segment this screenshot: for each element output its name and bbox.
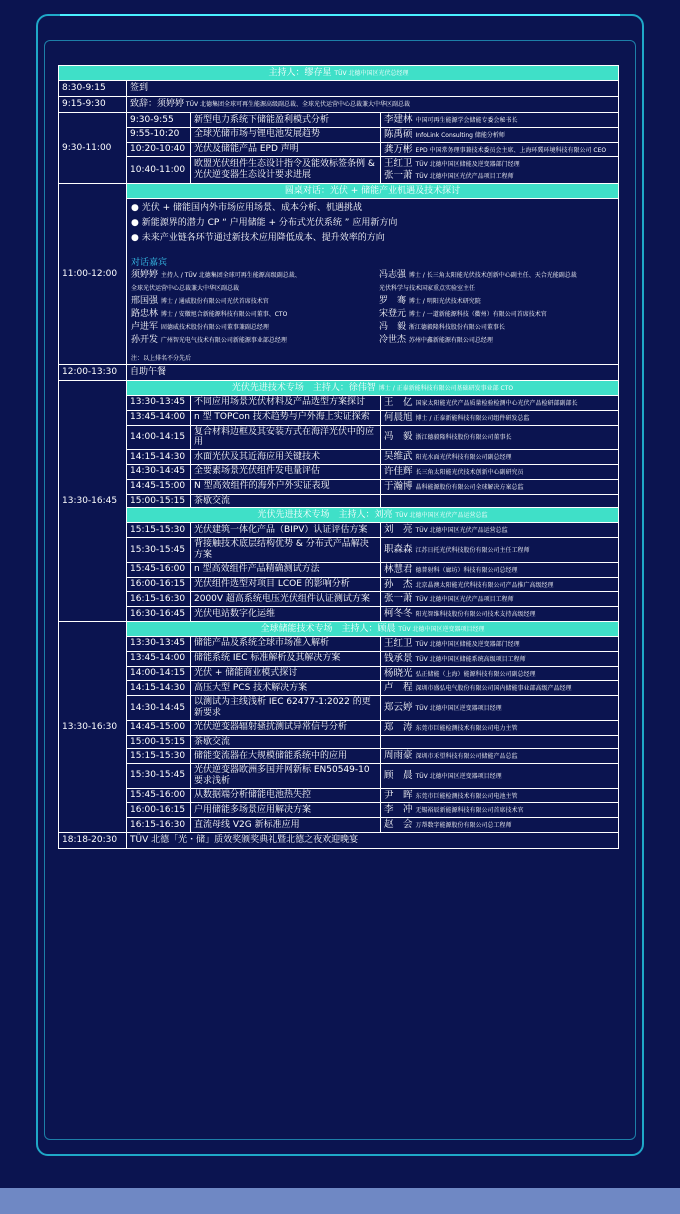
row-text-main: TÜV 北德「光・储」质效奖颁奖典礼暨北德之夜欢迎晚宴 [130, 835, 359, 846]
item-topic: 欧盟光伏组件生态设计指令及能效标签条例 & 光伏逆变器生态设计要求进展 [191, 157, 381, 184]
guest-desc: 博士 / 通威股份有限公司光伏首席技术官 [160, 297, 269, 305]
bullet-item: ● 光伏 + 储能国内外市场应用场景、成本分析、机遇挑战 [131, 202, 362, 213]
guest-desc: 博士 / 一道新能源科技（衢州）有限公司首席技术官 [408, 310, 547, 318]
item-topic: 背接触技术底层结构优势 & 分布式产品解决方案 [191, 538, 381, 563]
time-cell: 13:30-16:30 [59, 621, 127, 832]
item-topic: 储能产品及系统全球市场准入解析 [191, 636, 381, 651]
speaker-name: 冯 毅 [384, 431, 416, 443]
table-row [59, 833, 619, 849]
row-text [127, 364, 619, 380]
item-topic: 光伏电站数字化运维 [191, 607, 381, 622]
speaker-name: 郑云婷 [384, 702, 416, 713]
guest-row [131, 334, 614, 347]
guest-desc: 博士 / 明阳光伏技术研究院 [408, 297, 481, 305]
speaker-title: TÜV 北德中国区储能及逆变器部门经理 [415, 161, 520, 169]
frame-top-accent [60, 14, 620, 16]
item-time: 16:15-16:30 [127, 818, 191, 833]
guest-name: 罗 骞 [379, 295, 409, 306]
row-text [127, 833, 619, 849]
guest-name: 宋登元 [379, 308, 409, 319]
guest-row [131, 269, 614, 282]
item-topic: n 型 TOPCon 技术趋势与户外海上实证探索 [191, 410, 381, 425]
host-label: 主持人： [312, 382, 349, 393]
table-row [59, 142, 619, 157]
guest-desc: 全球光伏运营中心总裁兼大中华区副总裁 [131, 284, 240, 292]
item-speaker [381, 666, 619, 681]
speaker-title: TÜV 北德中国区光伏产品项目工程师 [415, 173, 514, 181]
item-speaker [381, 450, 619, 465]
time-cell: 9:30-11:00 [59, 113, 127, 184]
speaker-name: 孙 杰 [384, 578, 416, 590]
table-row [59, 749, 619, 764]
speaker-name: 杨晓光 [384, 667, 416, 679]
item-time: 15:15-15:30 [127, 523, 191, 538]
speaker-title: 东莞市巨能检测技术有限公司电池主管 [415, 792, 518, 800]
item-time: 10:40-11:00 [127, 157, 191, 184]
time-cell: 11:00-12:00 [59, 183, 127, 364]
item-speaker [381, 523, 619, 538]
table-row [59, 113, 619, 128]
table-row [59, 818, 619, 833]
item-topic: 不同应用场景光伏材料及产品选型方案探讨 [191, 395, 381, 410]
item-topic: n 型高效组件产品精确测试方法 [191, 562, 381, 577]
table-row [59, 666, 619, 681]
guest-name: 冯志强 [379, 269, 409, 280]
guest-desc: 浙江德毅隆科技股份有限公司董事长 [408, 323, 505, 331]
item-speaker [381, 464, 619, 479]
item-time: 15:30-15:45 [127, 764, 191, 789]
speaker-title: TÜV 北德中国区储能及逆变器部门经理 [415, 640, 520, 648]
speaker-name: 张一萧 [384, 593, 416, 605]
table-row [59, 577, 619, 592]
speaker-name: 何晨旭 [384, 411, 416, 423]
time-cell: 9:15-9:30 [59, 97, 127, 113]
bullet-item: ● 未来产业链各环节通过新技术应用降低成本、提升效率的方向 [131, 232, 385, 243]
table-row [59, 464, 619, 479]
item-speaker [381, 538, 619, 563]
speaker-name: 王红卫 [384, 637, 416, 649]
guest-right [379, 295, 481, 308]
table-row [59, 425, 619, 450]
row-note: TÜV 北德集团全球可再生能源高级副总裁、全球光伏运营中心总裁兼大中华区副总裁 [184, 101, 410, 109]
item-speaker [381, 410, 619, 425]
speaker-name: 许佳辉 [384, 465, 416, 477]
item-topic: 光伏 + 储能商业模式探讨 [191, 666, 381, 681]
table-row [59, 97, 619, 113]
item-topic: 直流母线 V2G 新标准应用 [191, 818, 381, 833]
item-topic: 储能变流器在大规模储能系统中的应用 [191, 749, 381, 764]
guest-left [131, 334, 379, 347]
host-note: TÜV 北德中国区光伏产品运营总监 [395, 511, 488, 519]
speaker-title: 长三角太阳能光伏技术创新中心副研究员 [415, 468, 524, 476]
speaker-name: 龚万彬 [384, 143, 416, 155]
speaker-name: 张一萧 [384, 170, 416, 182]
table-row [59, 788, 619, 803]
speaker-title: TÜV 北德中国区逆变器项目经理 [415, 705, 502, 712]
speaker-name: 林慧君 [384, 563, 416, 575]
row-text [127, 81, 619, 97]
item-speaker [381, 395, 619, 410]
table-row [59, 157, 619, 184]
table-row [59, 592, 619, 607]
speaker-title: 阳光智维科技股份有限公司技术支持高级经理 [415, 611, 536, 619]
host-label: 主持人： [268, 67, 305, 78]
guest-name: 卢进军 [131, 321, 161, 332]
guest-left [131, 269, 379, 282]
time-cell: 12:00-13:30 [59, 364, 127, 380]
guest-desc: 苏州中鑫新能源有限公司总经理 [408, 336, 493, 344]
speaker-title: 博士 / 正泰新能科技有限公司组件研发总监 [415, 414, 530, 422]
item-topic: 茶歇交流 [191, 735, 381, 749]
speaker-title: TÜV 北德中国区光伏产品项目工程师 [415, 596, 514, 604]
row-text-main: 自助午餐 [130, 367, 167, 378]
guest-row [131, 282, 614, 295]
speaker-name: 王红卫 [384, 158, 416, 170]
host-label: 主持人： [341, 623, 378, 634]
table-row [59, 562, 619, 577]
table-row [59, 803, 619, 818]
item-topic: 新型电力系统下储能盈利模式分析 [191, 113, 381, 128]
item-speaker [381, 651, 619, 666]
host-note: TÜV 北德中国区逆变器项目经理 [398, 625, 485, 633]
session-header-row [59, 621, 619, 636]
guest-right [379, 269, 577, 282]
guest-name: 须婷婷 [131, 269, 161, 280]
speaker-name: 职森森 [384, 544, 416, 556]
time-cell: 13:30-16:45 [59, 380, 127, 621]
speaker-title: EPD 中国常务理事兼技术委员会主席、上海环冀环境科技有限公司 CEO [415, 146, 607, 154]
row-text-main: 签到 [130, 83, 149, 94]
panel-body-row [59, 198, 619, 364]
table-row [59, 696, 619, 721]
item-speaker [381, 607, 619, 622]
speaker-name: 李 冲 [384, 804, 416, 816]
speaker-title: 弘正储能（上海）能源科技有限公司副总经理 [415, 670, 536, 678]
session-header-row [59, 380, 619, 395]
item-speaker [381, 479, 619, 494]
panel-body [127, 198, 619, 364]
speaker-title: 东莞市巨能检测技术有限公司电力主管 [415, 724, 518, 732]
item-time: 15:45-16:00 [127, 562, 191, 577]
item-time: 14:45-15:00 [127, 479, 191, 494]
guest-left [131, 308, 379, 321]
item-speaker [381, 636, 619, 651]
item-topic: 高压大型 PCS 技术解决方案 [191, 681, 381, 696]
item-speaker [381, 562, 619, 577]
item-speaker [381, 577, 619, 592]
speaker-name: 卢 程 [384, 682, 416, 694]
session-header-row [59, 508, 619, 523]
item-time: 14:00-14:15 [127, 425, 191, 450]
item-topic: 2000V 超高系统电压光伏组件认证测试方案 [191, 592, 381, 607]
table-row [59, 735, 619, 749]
item-speaker [381, 425, 619, 450]
time-cell: 8:30-9:15 [59, 81, 127, 97]
guest-name: 孙开发 [131, 334, 161, 345]
item-time: 10:20-10:40 [127, 142, 191, 157]
item-topic: 水面光伏及其近海应用关键技术 [191, 450, 381, 465]
speaker-name: 李建林 [384, 114, 416, 125]
speaker-name: 于瀚博 [384, 480, 416, 492]
item-topic: 茶歇交流 [191, 494, 381, 508]
panel-title: 圆桌对话：光伏 + 储能产业机遇及技术探讨 [127, 183, 619, 198]
speaker-title: 深圳市禾望科技有限公司储能产品总监 [415, 753, 518, 761]
item-topic: 户用储能多场景应用解决方案 [191, 803, 381, 818]
row-text [127, 97, 619, 113]
item-topic: 以测试为主线浅析 IEC 62477-1:2022 的更新要求 [191, 696, 381, 721]
item-speaker [381, 696, 619, 721]
item-topic: 复合材料边框及其安装方式在海洋光伏中的应用 [191, 425, 381, 450]
table-row [59, 523, 619, 538]
host-note: 博士 / 正泰新能科技有限公司基础研发事业部 CTO [378, 384, 514, 392]
item-speaker [381, 803, 619, 818]
item-speaker [381, 142, 619, 157]
item-time: 15:00-15:15 [127, 735, 191, 749]
item-speaker [381, 788, 619, 803]
guest-desc: 固德威技术股份有限公司董事兼副总经理 [160, 323, 269, 331]
item-time: 13:45-14:00 [127, 651, 191, 666]
item-topic: 光伏逆变器欧洲多国并网新标 EN50549-10 要求浅析 [191, 764, 381, 789]
host-name: 刘亮 [374, 509, 396, 520]
item-speaker [381, 681, 619, 696]
table-row [59, 364, 619, 380]
speaker-name: 柯冬冬 [384, 608, 416, 620]
item-time: 16:00-16:15 [127, 803, 191, 818]
item-time: 13:30-13:45 [127, 395, 191, 410]
row-text-main: 致辞：须婷婷 [130, 99, 185, 110]
guest-left [131, 321, 379, 334]
item-time: 16:15-16:30 [127, 592, 191, 607]
host-name: 徐伟智 [348, 382, 379, 393]
session-header [127, 621, 619, 636]
item-time: 15:00-15:15 [127, 494, 191, 508]
speaker-title: 中国可再生能源学会储能专委会秘书长 [415, 117, 518, 124]
speaker-title: 无锡裕辰新能源科技有限公司首席技术官 [415, 807, 524, 815]
speaker-title: 德普射科（廊坊）科技有限公司总经理 [415, 566, 518, 574]
host-label: 主持人： [338, 509, 375, 520]
guest-right [379, 334, 493, 347]
item-topic: 全球光储市场与锂电池发展趋势 [191, 127, 381, 142]
speaker-title: 万帮数字能源股份有限公司总工程师 [415, 822, 512, 830]
speaker-title: TÜV 北德中国区光伏产品运营总监 [415, 527, 508, 535]
guest-desc: 博士 / 安徽旭合新能源科技有限公司董事、CTO [160, 310, 288, 318]
item-time: 16:00-16:15 [127, 577, 191, 592]
item-time: 13:30-13:45 [127, 636, 191, 651]
speaker-title: 晶科能源股份有限公司全球解决方案总监 [415, 483, 524, 491]
bottom-bar [0, 1188, 680, 1214]
speaker-title: 国家太阳能光伏产品质量检验检测中心光伏产品检研部副部长 [415, 399, 578, 407]
item-time: 14:00-14:15 [127, 666, 191, 681]
time-cell: 18:18-20:30 [59, 833, 127, 849]
item-topic: N 型高效组件的海外户外实证表现 [191, 479, 381, 494]
speaker-title: 浙江德毅隆科技股份有限公司董事长 [415, 434, 512, 442]
speaker-name: 陈禹硕 [384, 128, 416, 140]
item-topic: 光伏建筑一体化产品（BIPV）认证评估方案 [191, 523, 381, 538]
schedule-table [58, 65, 619, 849]
item-speaker [381, 592, 619, 607]
guest-name: 冯 毅 [379, 321, 409, 332]
table-row [59, 538, 619, 563]
table-row [59, 450, 619, 465]
item-topic: 光伏组件选型对项目 LCOE 的影响分析 [191, 577, 381, 592]
item-topic: 全要素场景光伏组件发电量评估 [191, 464, 381, 479]
item-speaker [381, 720, 619, 735]
session-title: 光伏先进技术专场 [231, 382, 313, 393]
guest-name: 冷世杰 [379, 334, 409, 345]
item-topic: 光伏逆变器辐射骚扰测试异常信号分析 [191, 720, 381, 735]
speaker-title: InfoLink Consulting 储能分析师 [415, 131, 505, 139]
host-name: 顾晨 [377, 623, 399, 634]
item-speaker [381, 494, 619, 508]
speaker-name: 赵 会 [384, 819, 416, 831]
table-row [59, 494, 619, 508]
speaker-title: TÜV 北德中国区逆变器项目经理 [415, 772, 502, 780]
speaker-title: 江苏日托光伏科技股份有限公司主任工程师 [415, 547, 530, 555]
speaker-name: 刘 亮 [384, 524, 416, 536]
item-topic: 从数据端分析储能电池热失控 [191, 788, 381, 803]
item-time: 14:15-14:30 [127, 681, 191, 696]
session-header [127, 380, 619, 395]
item-time: 14:15-14:30 [127, 450, 191, 465]
item-speaker [381, 127, 619, 142]
item-time: 9:30-9:55 [127, 113, 191, 128]
speaker-name: 郑 涛 [384, 721, 416, 733]
table-row [59, 636, 619, 651]
item-time: 15:30-15:45 [127, 538, 191, 563]
guest-name: 邢国强 [131, 295, 161, 306]
bullet-item: ● 新能源界的潜力 CP “ 户用储能 + 分布式光伏系统 ” 应用新方向 [131, 217, 398, 228]
item-topic: 光伏及储能产品 EPD 声明 [191, 142, 381, 157]
speaker-name: 王 亿 [384, 396, 416, 408]
table-row [59, 607, 619, 622]
guest-note: 注：以上排名不分先后 [131, 354, 192, 362]
table-row [59, 395, 619, 410]
speaker-name: 尹 晖 [384, 789, 416, 801]
guest-desc: 光伏科学与技术国家重点实验室主任 [379, 284, 476, 292]
table-row [59, 81, 619, 97]
speaker-title: TÜV 北德中国区储能系统高级项目工程师 [415, 655, 526, 663]
speaker-title: 阳光水面光伏科技有限公司副总经理 [415, 454, 512, 462]
table-row [59, 720, 619, 735]
guest-right [379, 321, 505, 334]
item-speaker [381, 735, 619, 749]
table-row [59, 764, 619, 789]
guest-right [379, 308, 547, 321]
table-row [59, 651, 619, 666]
session-title: 全球储能技术专场 [260, 623, 342, 634]
guest-left [131, 295, 379, 308]
session-title: 光伏先进技术专场 [257, 509, 339, 520]
item-time: 13:45-14:00 [127, 410, 191, 425]
item-speaker [381, 749, 619, 764]
item-speaker [381, 113, 619, 128]
item-topic: 储能系统 IEC 标准解析及其解决方案 [191, 651, 381, 666]
speaker-title: 深圳市盛弘电气股份有限公司国内储能事业部高级产品经理 [415, 685, 572, 693]
guest-desc: 博士 / 长三角太阳能光伏技术创新中心副主任、天合光能副总裁 [408, 271, 577, 279]
speaker-title: 北京晶澳太阳能光伏科技有限公司产品推广高级经理 [415, 581, 554, 589]
item-speaker [381, 818, 619, 833]
table-row [59, 410, 619, 425]
host-note: TÜV 北德中国区光伏总经理 [334, 69, 409, 77]
table-row [59, 479, 619, 494]
guest-row [131, 321, 614, 334]
speaker-name: 顾 晨 [384, 769, 416, 781]
item-time: 14:45-15:00 [127, 720, 191, 735]
guest-left [131, 282, 379, 295]
item-time: 9:55-10:20 [127, 127, 191, 142]
session-header-row [59, 66, 619, 81]
guest-row [131, 308, 614, 321]
session-header [127, 508, 619, 523]
table-row [59, 127, 619, 142]
guest-row [131, 295, 614, 308]
table-row [59, 681, 619, 696]
panel-header-row [59, 183, 619, 198]
host-name: 缪存星 [304, 67, 335, 78]
guests-title: 对话嘉宾 [131, 257, 168, 268]
guest-desc: 主持人 / TÜV 北德集团全球可再生能源高级副总裁、 [160, 271, 301, 279]
guest-name: 路忠林 [131, 308, 161, 319]
guest-right [379, 282, 475, 295]
speaker-name: 周雨豪 [384, 750, 416, 762]
item-time: 16:30-16:45 [127, 607, 191, 622]
item-time: 15:15-15:30 [127, 749, 191, 764]
item-time: 14:30-14:45 [127, 464, 191, 479]
item-speaker [381, 764, 619, 789]
session-header [59, 66, 619, 81]
speaker-name: 钱承景 [384, 652, 416, 664]
guest-desc: 广州智光电气技术有限公司新能源事业部总经理 [160, 336, 287, 344]
item-speaker [381, 157, 619, 184]
item-time: 14:30-14:45 [127, 696, 191, 721]
speaker-name: 吴维武 [384, 451, 416, 463]
item-time: 15:45-16:00 [127, 788, 191, 803]
